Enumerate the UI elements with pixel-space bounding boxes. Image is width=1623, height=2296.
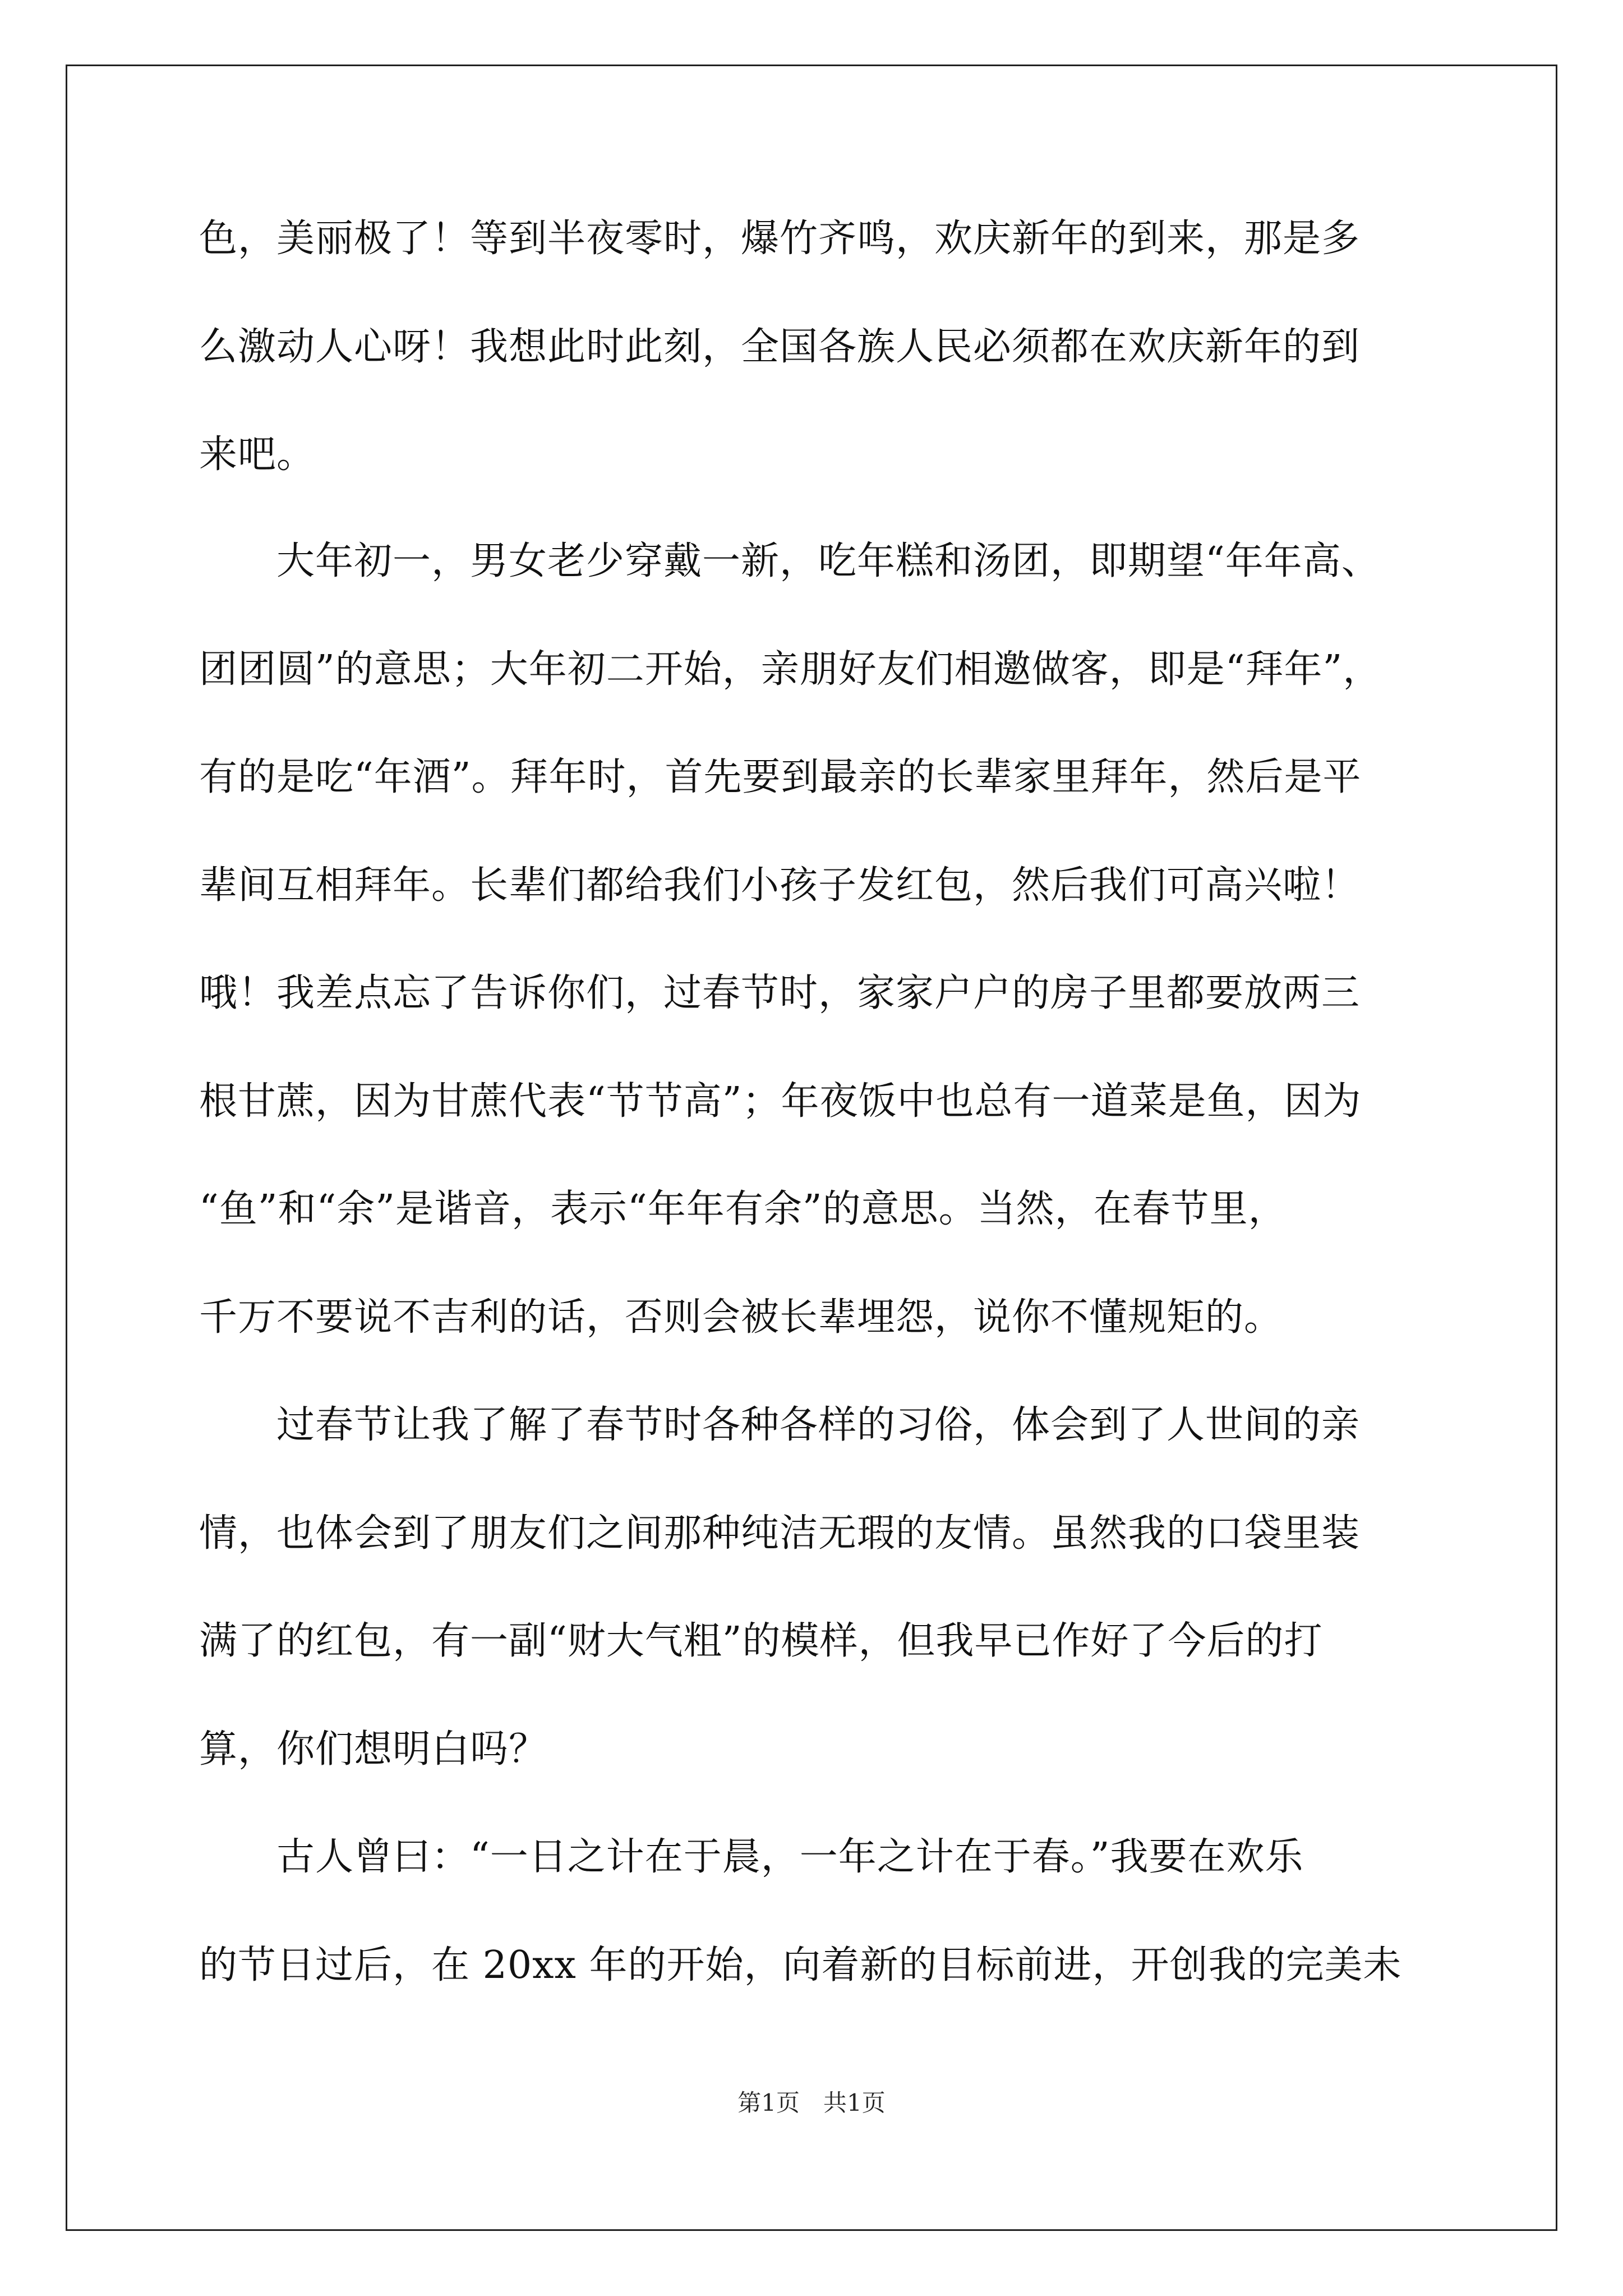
- text-line: 有的是吃“年酒”。拜年时，首先要到最亲的长辈家里拜年，然后是平: [199, 755, 1362, 799]
- text-line: 千万不要说不吉利的话，否则会被长辈埋怨，说你不懂规矩的。: [199, 1295, 1283, 1340]
- text-line: 么激动人心呀！我想此时此刻，全国各族人民必须都在欢庆新年的到: [199, 325, 1361, 369]
- text-line: 古人曾曰：“一日之计在于晨，一年之计在于春。”我要在欢乐: [199, 1835, 1304, 1879]
- page-footer: 第1页 共1页: [737, 2089, 886, 2116]
- text-line: 来吧。: [199, 432, 316, 477]
- text-line: 色，美丽极了！等到半夜零时，爆竹齐鸣，欢庆新年的到来，那是多: [199, 217, 1361, 261]
- page-border: [66, 65, 1557, 2231]
- text-line: “鱼”和“余”是谐音，表示“年年有余”的意思。当然，在春节里，: [199, 1187, 1287, 1231]
- text-line: 情，也体会到了朋友们之间那种纯洁无瑕的友情。虽然我的口袋里装: [199, 1511, 1361, 1556]
- text-line: 根甘蔗，因为甘蔗代表“节节高”；年夜饭中也总有一道菜是鱼，因为: [199, 1079, 1362, 1124]
- text-line: 的节日过后，在 20xx 年的开始，向着新的目标前进，开创我的完美未: [199, 1943, 1402, 1987]
- text-line: 满了的红包，有一副“财大气粗”的模样，但我早已作好了今后的打: [199, 1619, 1323, 1663]
- text-line: 哦！我差点忘了告诉你们，过春节时，家家户户的房子里都要放两三: [199, 971, 1361, 1015]
- text-line: 大年初一，男女老少穿戴一新，吃年糕和汤团，即期望“年年高、: [199, 539, 1380, 583]
- text-line: 辈间互相拜年。长辈们都给我们小孩子发红包，然后我们可高兴啦！: [199, 863, 1361, 908]
- text-line: 算，你们想明白吗？: [199, 1727, 548, 1772]
- text-line: 团团圆”的意思；大年初二开始，亲朋好友们相邀做客，即是“拜年”，: [199, 647, 1382, 692]
- text-line: 过春节让我了解了春节时各种各样的习俗，体会到了人世间的亲: [199, 1403, 1361, 1447]
